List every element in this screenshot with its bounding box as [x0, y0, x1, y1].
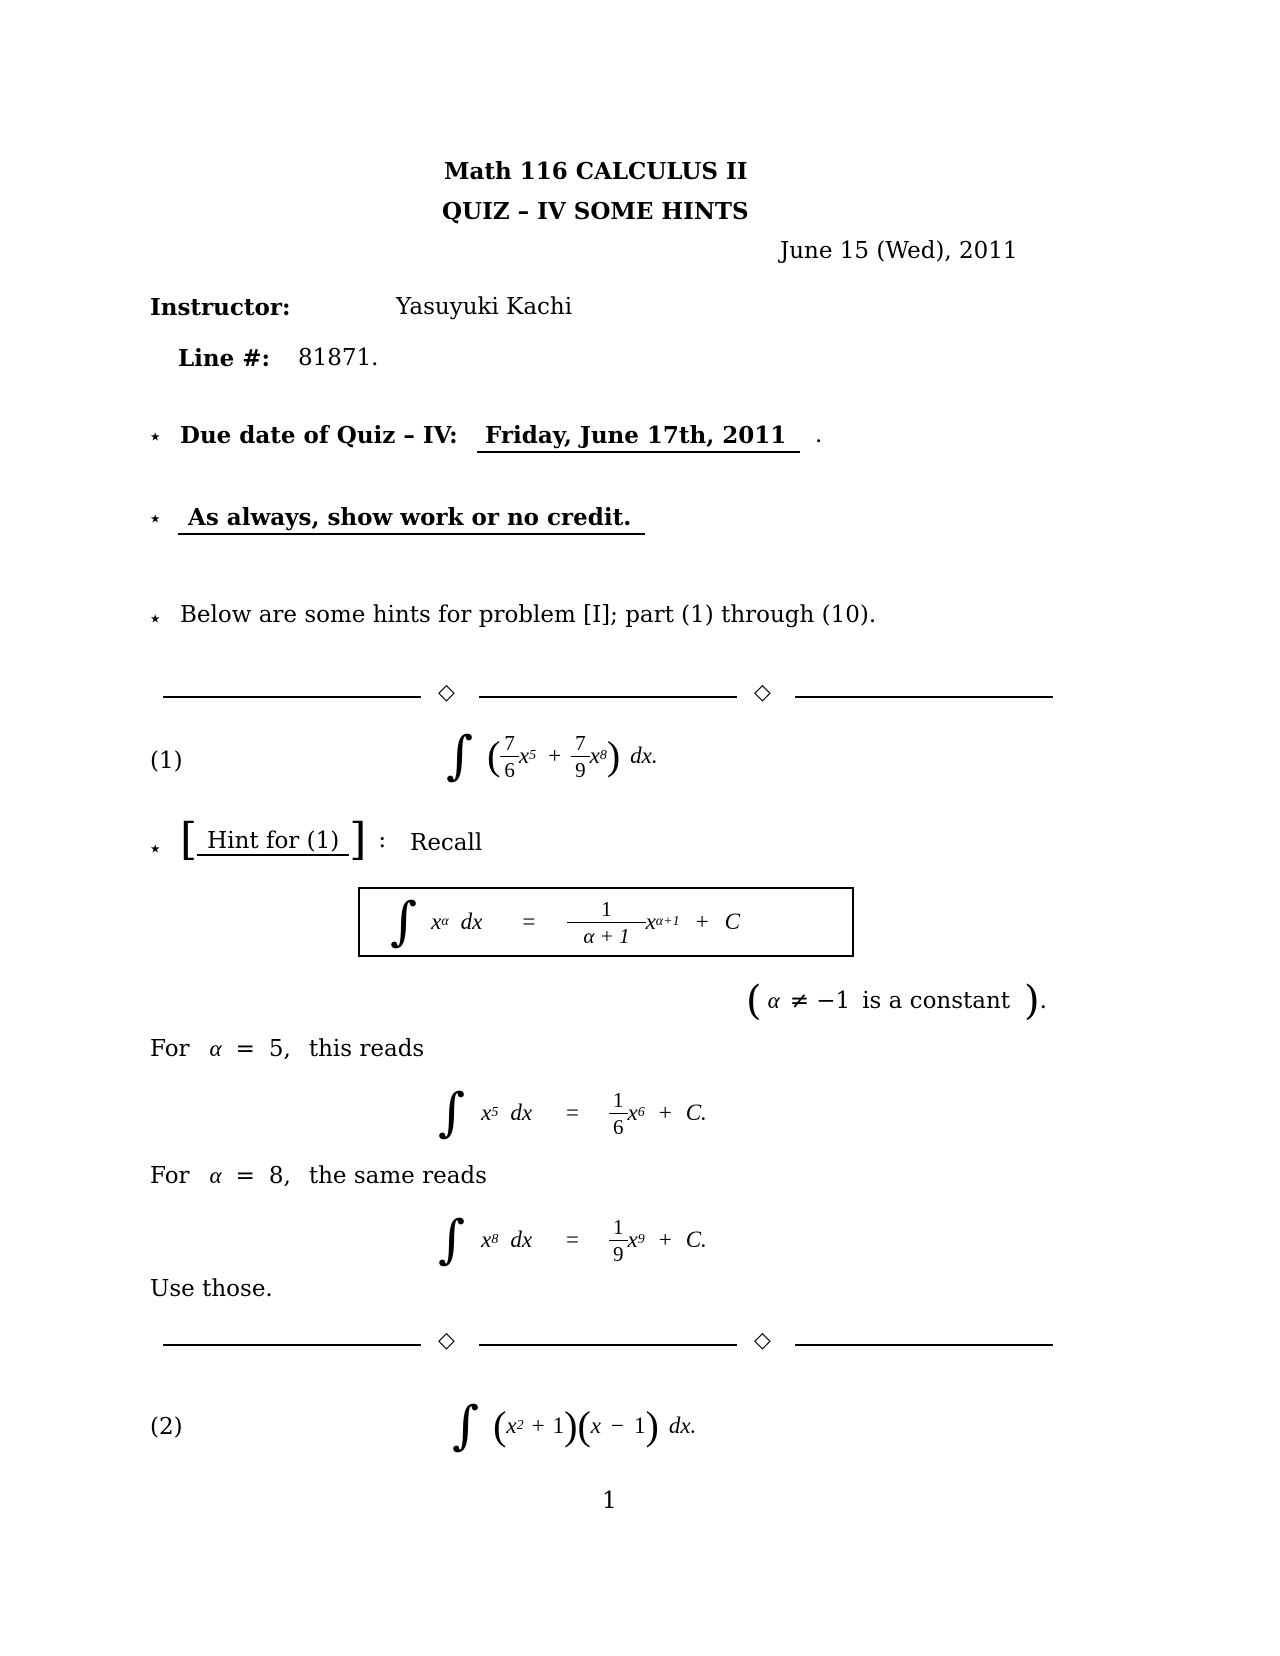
fraction: $\frac{1}{9}$ — [609, 1214, 628, 1267]
case-5-formula: ∫ x 5 dx = $\frac{1}{6}$ x 6 + C. — [438, 1083, 707, 1143]
case-5-intro: For α = 5, this reads — [150, 1036, 425, 1062]
hint-1-label: Hint for (1) — [197, 828, 349, 856]
due-period: . — [815, 422, 823, 448]
diamond-icon: ◇ — [438, 1328, 455, 1353]
diamond-icon: ◇ — [438, 680, 455, 705]
fraction: $\frac{1}{6}$ — [609, 1087, 628, 1140]
problem-1-expression: ∫ ( $\frac{7}{6}$ x 5 + $\frac{7}{9}$ x 8 ) dx. — [446, 726, 658, 786]
fraction: $\frac{7}{6}$ — [500, 730, 519, 783]
problem-2-label: (2) — [150, 1414, 183, 1440]
due-value: Friday, June 17th, 2011 — [477, 422, 800, 453]
power-rule-formula: ∫ x α dx = $\frac{1}{\alpha + 1}$ x α+1 + C — [390, 892, 740, 952]
document-title: QUIZ – IV SOME HINTS — [442, 198, 749, 225]
alpha-condition: ( α ≠ −1 is a constant ) . — [746, 978, 1047, 1024]
fraction: $\frac{1}{\alpha + 1}$ — [567, 896, 645, 949]
divider-line — [163, 1344, 421, 1346]
show-work-note: As always, show work or no credit. — [178, 504, 645, 535]
instructor-name: Yasuyuki Kachi — [396, 294, 573, 320]
problem-1-label: (1) — [150, 748, 183, 774]
diamond-icon: ◇ — [754, 1328, 771, 1353]
left-bracket: [ — [180, 814, 198, 865]
integral-sign: ∫ — [438, 1210, 466, 1270]
power-rule-box — [358, 887, 854, 957]
divider-line — [479, 696, 737, 698]
star-icon: ⋆ — [148, 606, 163, 632]
line-value: 81871. — [298, 345, 379, 371]
integral-sign: ∫ — [438, 1083, 466, 1143]
divider-line — [795, 1344, 1053, 1346]
divider-line — [479, 1344, 737, 1346]
line-label: Line #: — [178, 345, 271, 372]
course-title: Math 116 CALCULUS II — [444, 158, 748, 185]
integral-sign: ∫ — [390, 892, 418, 952]
page-number: 1 — [602, 1488, 617, 1514]
recall-text: Recall — [410, 830, 483, 856]
problem-2-expression: ∫ ( x 2 + 1 ) ( x − 1 ) dx. — [452, 1396, 697, 1456]
case-8-formula: ∫ x 8 dx = $\frac{1}{9}$ x 9 + C. — [438, 1210, 707, 1270]
instructor-label: Instructor: — [150, 294, 291, 321]
due-label: Due date of Quiz – IV: — [180, 422, 458, 449]
divider-line — [163, 696, 421, 698]
right-bracket: ] — [349, 814, 367, 865]
hints-intro: Below are some hints for problem [I]; part (1) through (10). — [180, 602, 877, 628]
document-date: June 15 (Wed), 2011 — [780, 238, 1018, 264]
star-icon: ⋆ — [148, 506, 163, 532]
star-icon: ⋆ — [148, 424, 163, 450]
integral-sign: ∫ — [446, 726, 474, 786]
star-icon: ⋆ — [148, 836, 163, 862]
left-paren: ( — [487, 733, 501, 778]
hint-1-colon: : — [378, 827, 387, 853]
case-8-intro: For α = 8, the same reads — [150, 1163, 487, 1189]
integral-sign: ∫ — [452, 1396, 480, 1456]
divider-line — [795, 696, 1053, 698]
use-those-text: Use those. — [150, 1276, 273, 1302]
right-paren: ) — [606, 733, 621, 778]
fraction: $\frac{7}{9}$ — [571, 730, 590, 783]
hint-1-heading — [180, 815, 386, 865]
diamond-icon: ◇ — [754, 680, 771, 705]
